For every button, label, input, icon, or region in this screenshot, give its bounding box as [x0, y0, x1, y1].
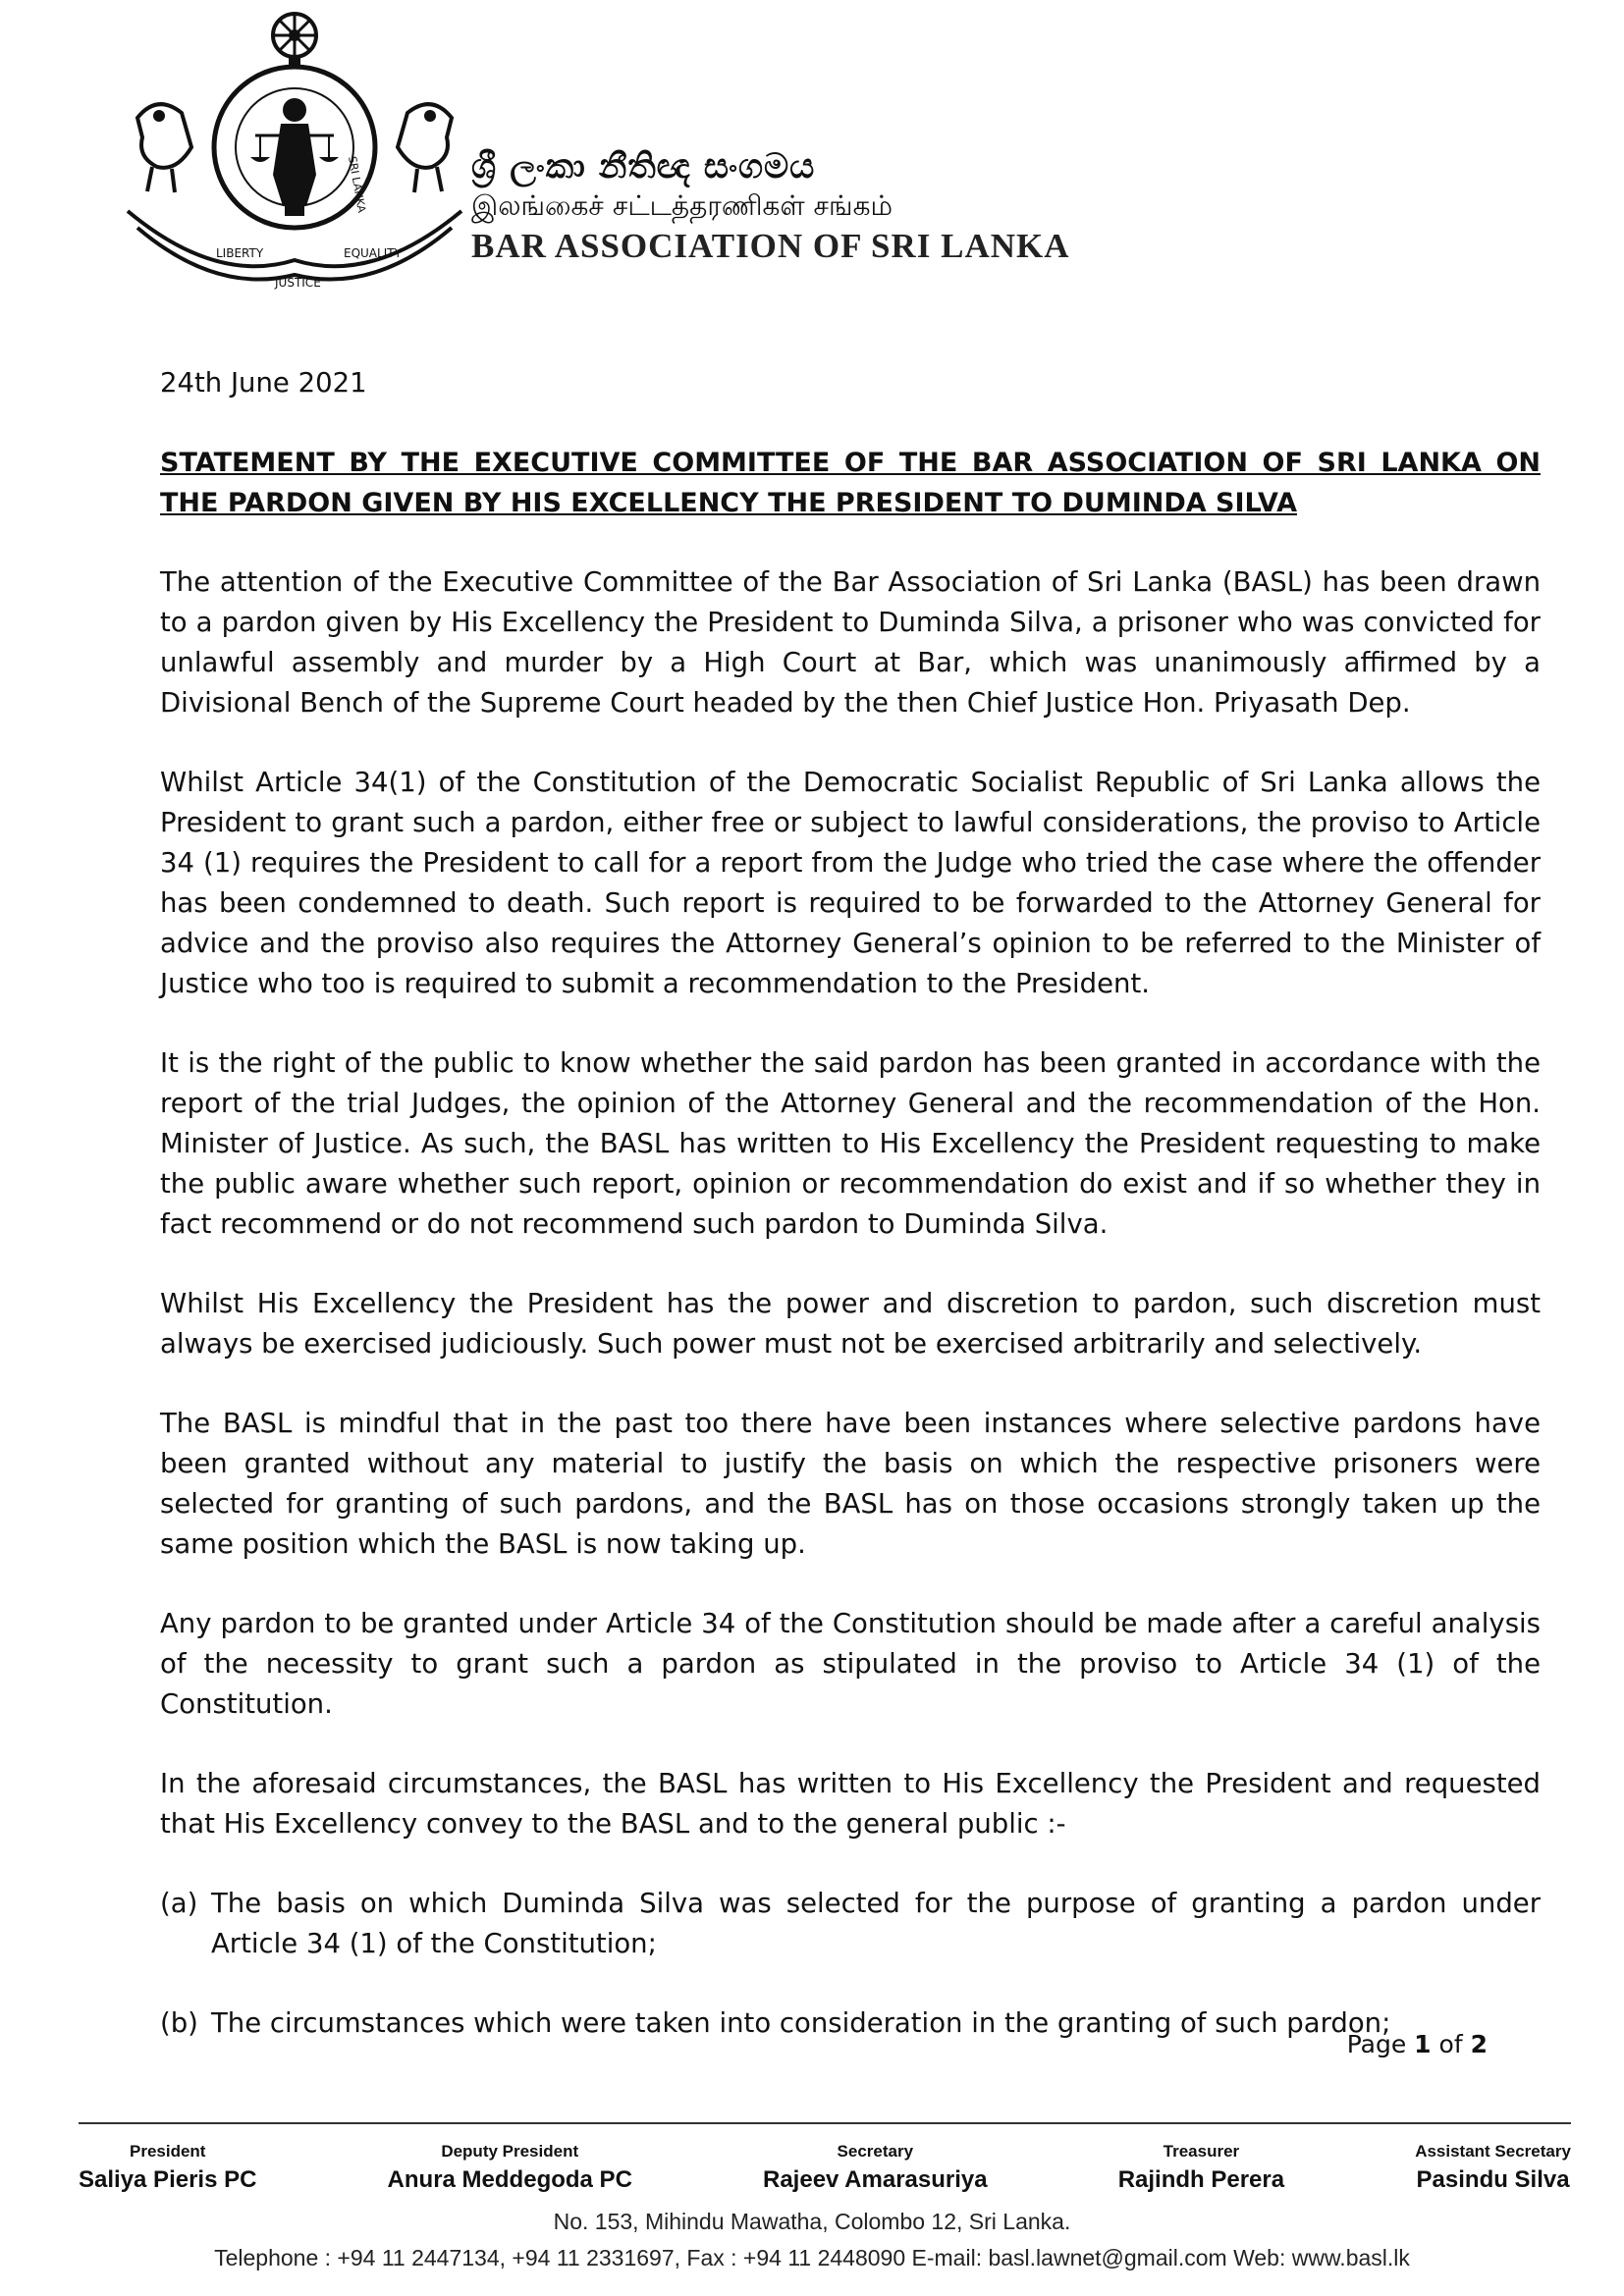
org-name-tamil: இலங்கைச் சட்டத்தரணிகள் சங்கம் — [471, 189, 893, 222]
paragraph: The attention of the Executive Committee of the Bar Association of Sri Lanka (BASL) has been drawn to a pardon given by His Excellency the President to Duminda Silva, a prisoner who was convicted for unlawful assembly and murder by a High Court at Bar, which was unanimously affirmed by a Divisional Bench of the Supreme Court headed by the then Chief Justice Hon. Priyasath Dep. — [160, 566, 1541, 719]
org-name-english: BAR ASSOCIATION OF SRI LANKA — [471, 227, 1070, 265]
page-number — [1347, 2030, 1488, 2058]
paragraph: It is the right of the public to know whether the said pardon has been granted in accordance with the report of the trial Judges, the opinion of the Attorney General and the recommendation of the Hon. Minister of Justice. As such, the BASL has written to His Excellency the President requesting to make the public aware whether such report, opinion or recommendation do exist and if so whether they in fact recommend or do not recommend such pardon to Duminda Silva. — [160, 1047, 1541, 1240]
basl-seal-logo — [98, 0, 471, 304]
paragraph: Whilst His Excellency the President has the power and discretion to pardon, such discretion must always be exercised judiciously. Such power must not be exercised arbitrarily and selectively. — [160, 1288, 1541, 1360]
letter-date: 24th June 2021 — [160, 367, 367, 399]
officer-role: Deputy President — [441, 2142, 579, 2161]
paragraph: In the aforesaid circumstances, the BASL has written to His Excellency the President and requested that His Excellency convey to the BASL and to the general public :- — [160, 1768, 1541, 1840]
paragraph: Whilst Article 34(1) of the Constitution of the Democratic Socialist Republic of Sri Lanka allows the President to grant such a pardon, either free or subject to lawful considerations, the proviso to Article 34 (1) requires the President to call for a report from the Judge who tried the case where the offender has been condemned to death. Such report is required to be forwarded to the Attorney General for advice and the proviso also requires the Attorney General’s opinion to be referred to the Minister of Justice who too is required to submit a recommendation to the President. — [160, 767, 1541, 999]
officer-name: Pasindu Silva — [1416, 2166, 1570, 2193]
list-text: The basis on which Duminda Silva was selected for the purpose of granting a pardon under Article 34 (1) of the Constitution; — [211, 1888, 1541, 1959]
seal-text: SRI LANKA — [346, 155, 368, 214]
paragraph: Any pardon to be granted under Article 34 of the Constitution should be made after a careful analysis of the necessity to grant such a pardon as stipulated in the proviso to Article 34 (1) of the Constitution. — [160, 1608, 1541, 1720]
statement-title: STATEMENT BY THE EXECUTIVE COMMITTEE OF THE BAR ASSOCIATION OF SRI LANKA ON THE PARDON GIVEN BY HIS EXCELLENCY THE PRESIDENT TO DUMINDA SILVA — [160, 448, 1541, 518]
page-prefix: Page — [1346, 2030, 1407, 2058]
list-text: The circumstances which were taken into consideration in the granting of such pardon; — [211, 2007, 1391, 2039]
org-name-sinhala: ශ්‍රී ලංකා නීතිඥ සංගමය — [471, 147, 816, 187]
paragraph: The BASL is mindful that in the past too there have been instances where selective pardons have been granted without any material to justify the basis on which the respective prisoners were selected for granting of such pardons, and the BASL has on those occasions strongly taken up the same position which the BASL is now taking up. — [160, 1408, 1541, 1560]
officer-name: Rajeev Amarasuriya — [763, 2166, 988, 2193]
letterhead — [98, 0, 1178, 324]
officer-role: President — [129, 2142, 206, 2161]
page-total: 2 — [1470, 2030, 1488, 2058]
office-bearers — [79, 2140, 1571, 2197]
list-item — [160, 2003, 1541, 2044]
seal-text: EQUALITY — [344, 246, 402, 260]
dharma-wheel-icon — [273, 14, 316, 67]
officer-role: Treasurer — [1163, 2142, 1240, 2161]
officer-name: Saliya Pieris PC — [79, 2166, 257, 2193]
page-separator: of — [1438, 2030, 1463, 2058]
officer-deputy-president — [388, 2140, 632, 2197]
contact-details: Telephone : +94 11 2447134, +94 11 2331697, Fax : +94 11 2448090 E-mail: basl.lawnet@gmail.com Web: www.basl.lk — [214, 2245, 1410, 2270]
seal-text: LIBERTY — [216, 246, 264, 260]
organization-names — [471, 145, 1070, 269]
list-item — [160, 1884, 1541, 1964]
seal-text: JUSTICE — [275, 276, 321, 290]
officer-assistant-secretary — [1415, 2140, 1571, 2197]
officer-role: Assistant Secretary — [1415, 2142, 1571, 2161]
officer-role: Secretary — [837, 2142, 914, 2161]
list-marker: (b) — [160, 2007, 198, 2039]
officer-name: Anura Meddegoda PC — [387, 2166, 632, 2193]
list-marker: (a) — [160, 1888, 198, 1919]
lion-right-icon — [398, 104, 452, 192]
officer-secretary — [763, 2140, 988, 2197]
lion-left-icon — [137, 104, 191, 192]
officer-president — [79, 2140, 256, 2197]
officer-name: Rajindh Perera — [1117, 2166, 1285, 2193]
officer-treasurer — [1118, 2140, 1284, 2197]
page-current: 1 — [1414, 2030, 1432, 2058]
footer-divider — [79, 2122, 1571, 2124]
office-address: No. 153, Mihindu Mawatha, Colombo 12, Sri Lanka. — [553, 2209, 1071, 2234]
letter-body — [160, 363, 1541, 2083]
